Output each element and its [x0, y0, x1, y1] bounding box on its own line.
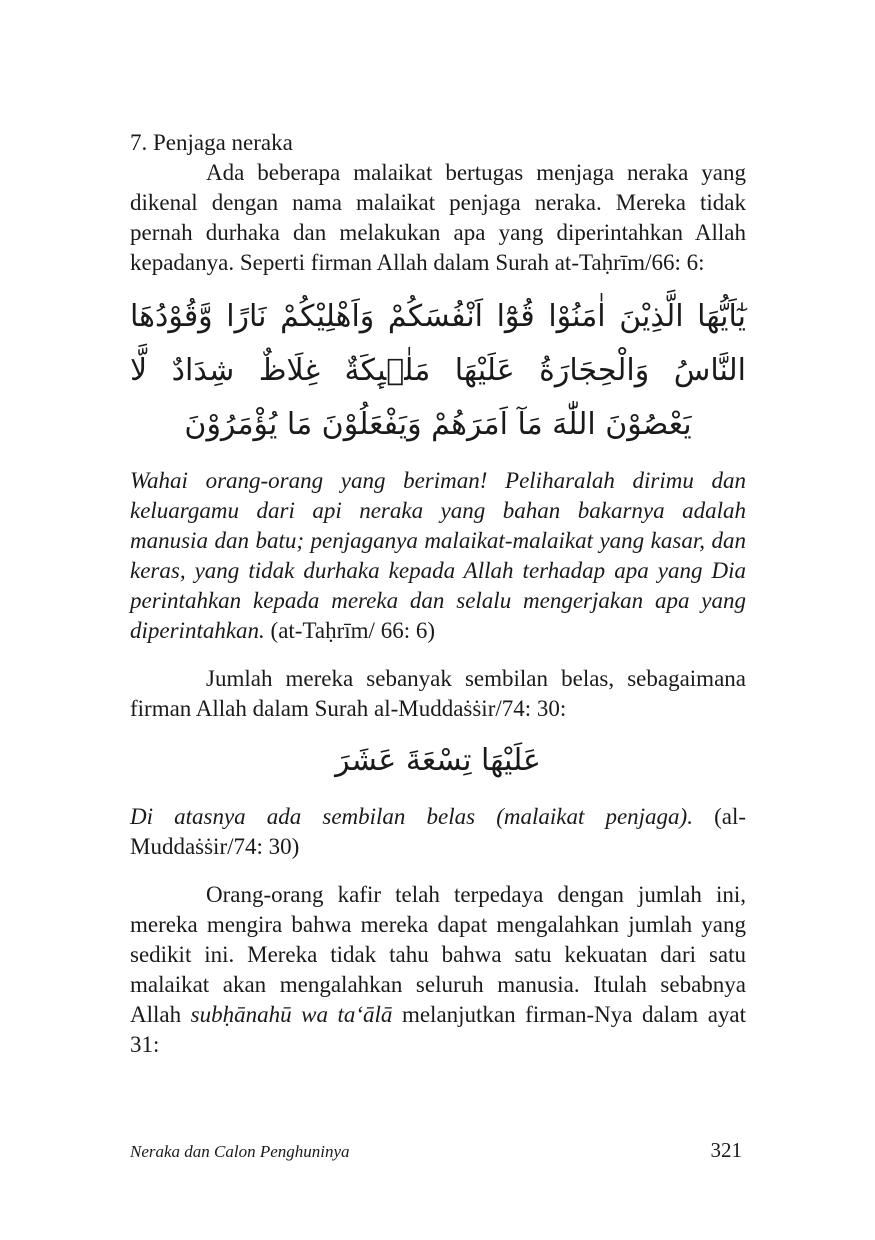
running-footer-title: Neraka dan Calon Penghuninya	[130, 1142, 350, 1161]
paragraph-text: Orang-orang kafir telah terpedaya dengan jumlah ini, mereka mengira bahwa mereka dapat mengalahkan jumlah yang sedikit ini. Mereka tidak tahu bahwa satu kekuatan dari satu malaikat akan mengalahkan seluruh manusia. Itulah sebabnya Allah	[130, 882, 746, 1027]
verse-reference: (at-Taḥrīm/ 66: 6)	[270, 618, 435, 643]
page-footer	[130, 1138, 742, 1163]
honorific-phrase: subḥānahū wa ta‘ālā	[190, 1002, 393, 1027]
translation-text: Wahai orang-orang yang beriman! Peliharalah dirimu dan keluargamu dari api neraka yang bahan bakarnya adalah manusia dan batu; penjaganya malaikat-malaikat yang kasar, dan keras, yang tidak durhaka kepada Allah terhadap apa yang Dia perintahkan kepada mereka dan selalu mengerjakan apa yang diperintahkan.	[130, 468, 746, 643]
spacer	[130, 646, 746, 664]
spacer	[130, 862, 746, 880]
page-number: 321	[710, 1138, 742, 1162]
paragraph-explanation	[130, 880, 746, 1060]
quran-verse-muddassir: عَلَيْهَا تِسْعَةَ عَشَرَ	[335, 743, 541, 778]
paragraph-intro: Ada beberapa malaikat bertugas menjaga neraka yang dikenal dengan nama malaikat penjaga neraka. Mereka tidak pernah durhaka dan melakukan apa yang diperintahkan Allah kepadanya. Seperti firman Allah dalam Surah at-Taḥrīm/66: 6:	[130, 160, 746, 275]
verse-translation-tahrim	[130, 466, 746, 646]
paragraph-count: Jumlah mereka sebanyak sembilan belas, sebagaimana firman Allah dalam Surah al-Muddaṡṡir/74: 30:	[130, 666, 746, 721]
quran-verse-tahrim: يٰٓاَيُّهَا الَّذِيْنَ اٰمَنُوْا قُوْٓا اَنْفُسَكُمْ وَاَهْلِيْكُمْ نَارًا وَّقُوْدُهَا النَّاسُ وَالْحِجَارَةُ عَلَيْهَا مَلٰۤىِٕكَةٌ غِلَاظٌ شِدَادٌ لَّا يَعْصُوْنَ اللّٰهَ مَآ اَمَرَهُمْ وَيَفْعَلُوْنَ مَا يُؤْمَرُوْنَ	[130, 299, 746, 442]
section-heading: 7. Penjaga neraka	[130, 130, 293, 155]
verse-translation-muddassir	[130, 802, 746, 862]
verse-reference: (al-Muddaṡṡir/74: 30)	[130, 804, 746, 859]
translation-text: Di atasnya ada sembilan belas (malaikat penjaga).	[130, 804, 693, 829]
paragraph-text: melanjutkan firman-Nya dalam ayat 31:	[130, 1002, 747, 1057]
page-body	[130, 128, 746, 1060]
